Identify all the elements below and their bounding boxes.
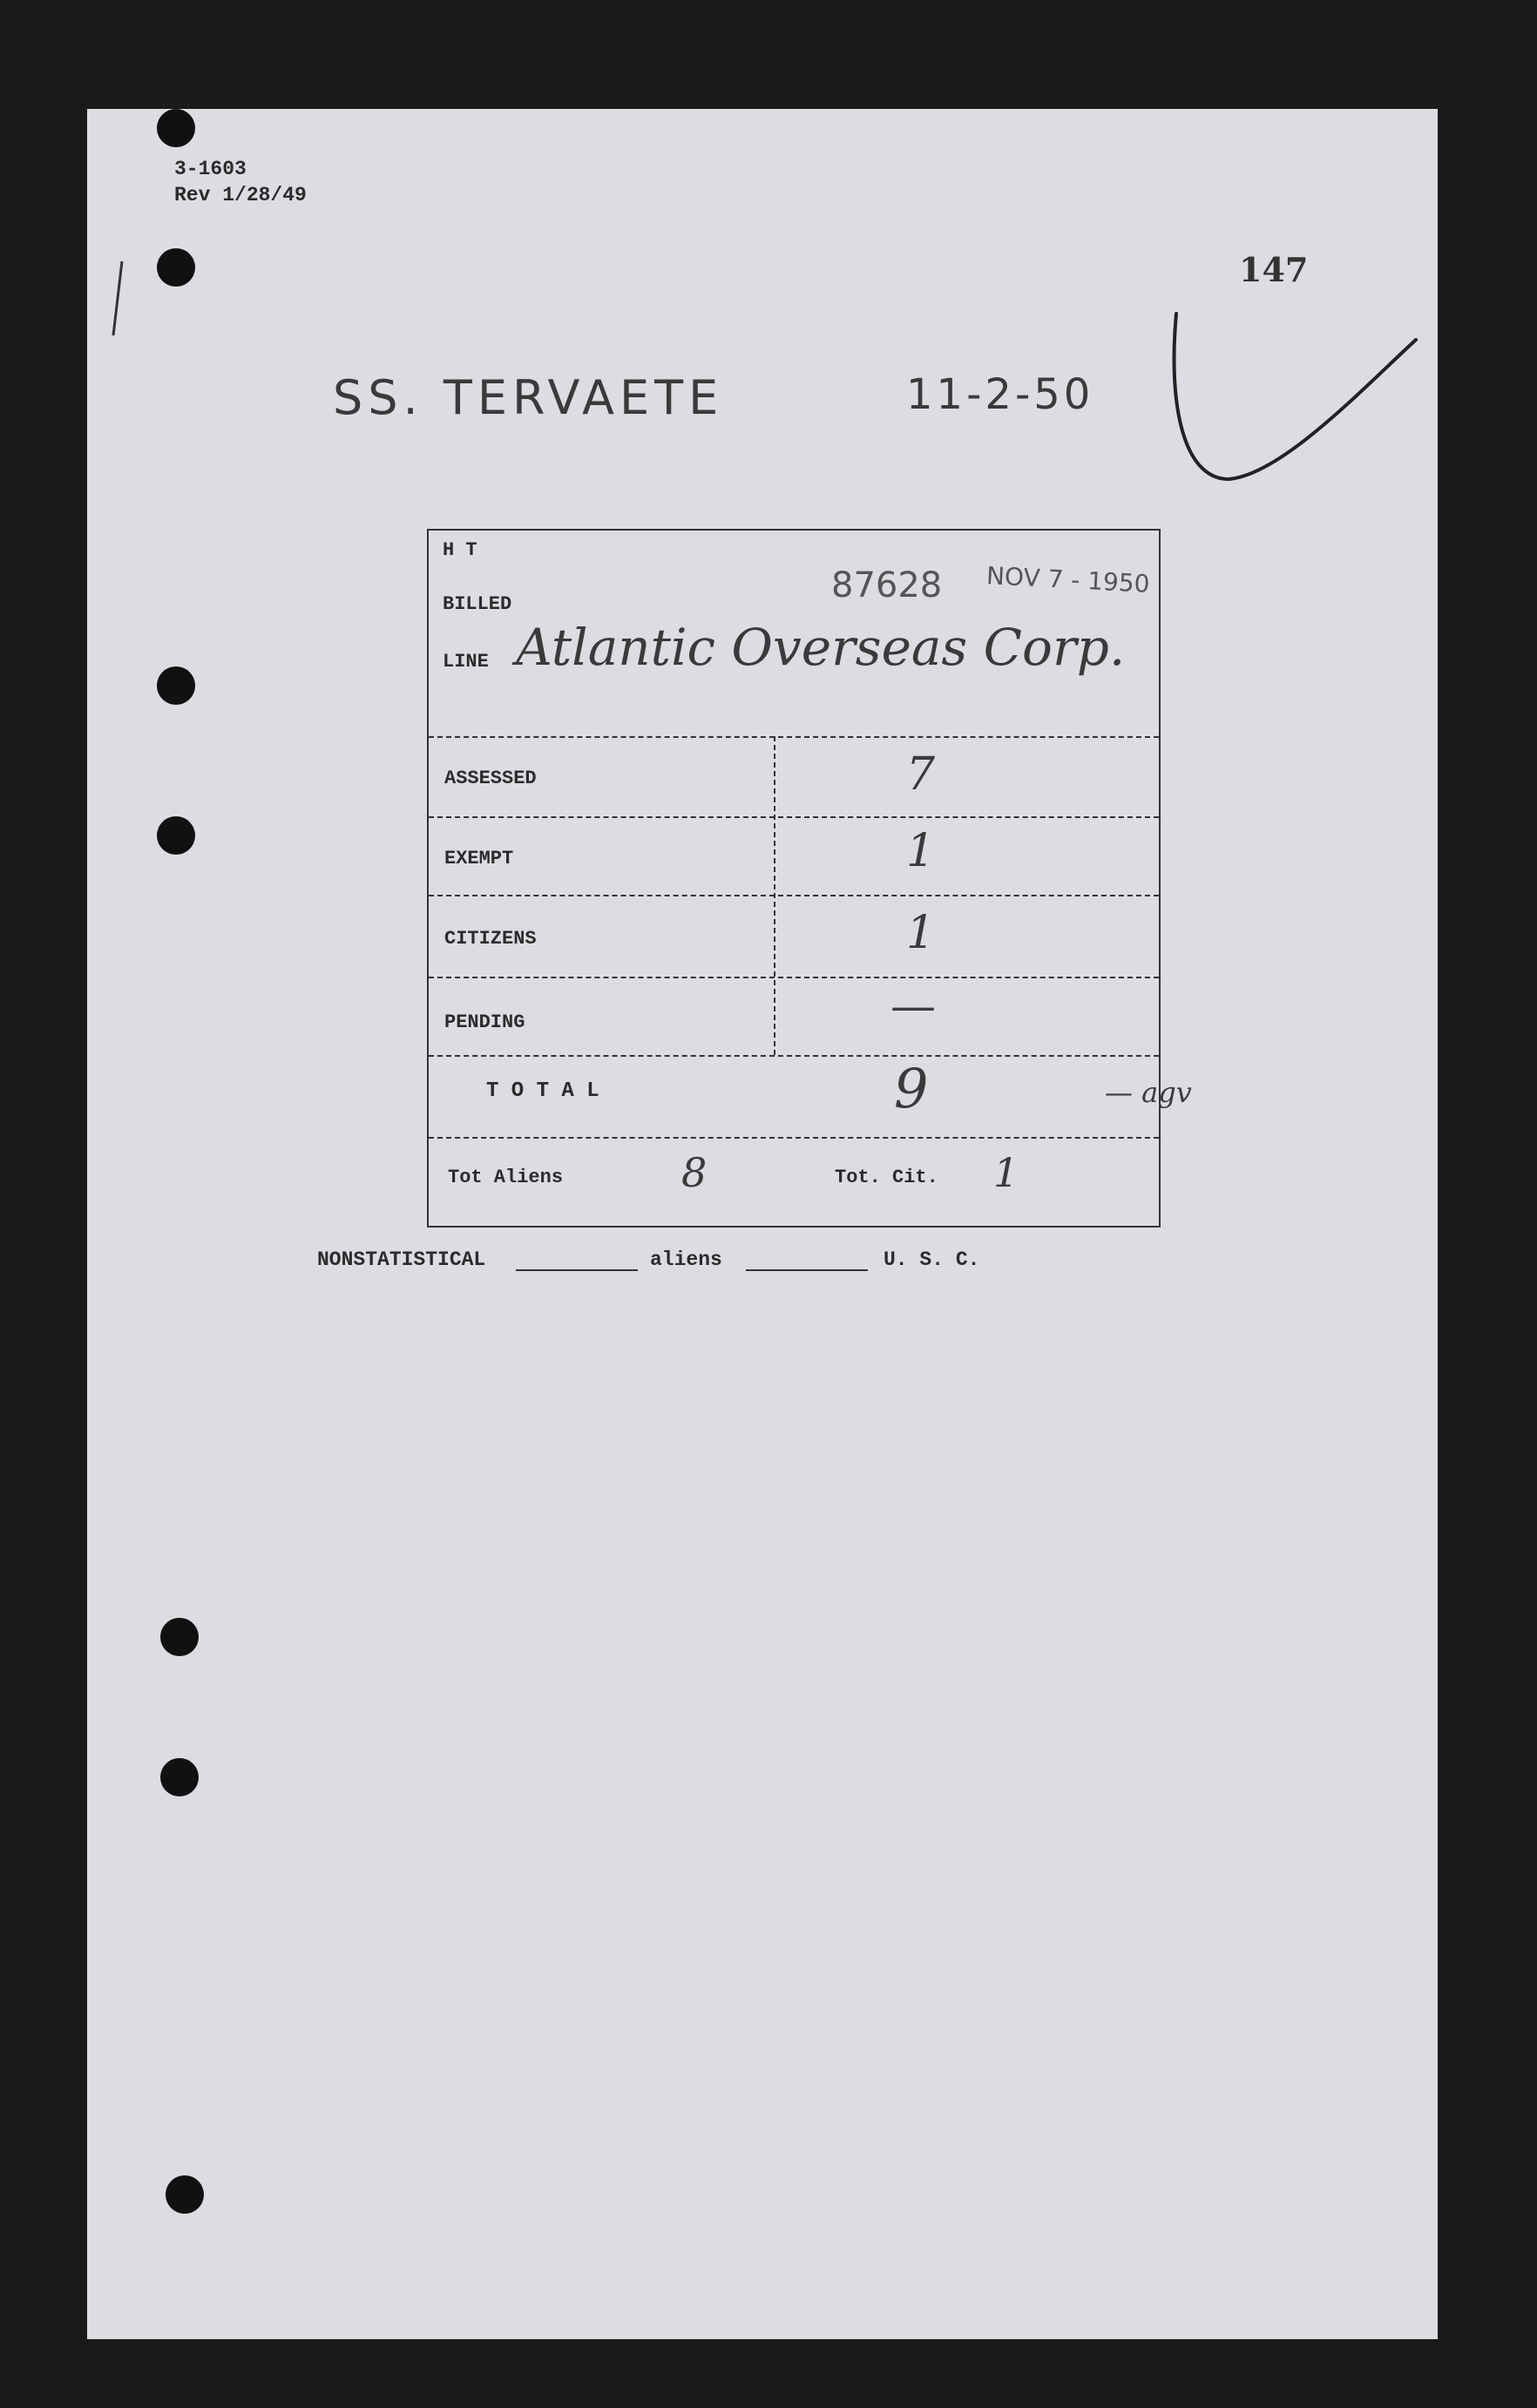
nonstatistical-label: NONSTATISTICAL: [317, 1248, 486, 1271]
punch-hole: [157, 666, 195, 705]
exempt-label: EXEMPT: [444, 848, 514, 869]
document-page: [87, 109, 1438, 2339]
form-box: [427, 529, 1161, 1228]
pending-value: —: [890, 980, 936, 1032]
divider: [429, 977, 1159, 978]
aliens-blank: [746, 1269, 868, 1271]
punch-hole: [157, 816, 195, 855]
tot-cit-value: 1: [993, 1149, 1019, 1196]
citizens-value: 1: [906, 907, 936, 959]
punch-hole: [157, 109, 195, 147]
pending-label: PENDING: [444, 1011, 525, 1033]
page-number: 147: [1239, 250, 1309, 289]
assessed-value: 7: [906, 748, 936, 801]
punch-hole: [166, 2175, 204, 2214]
divider: [429, 895, 1159, 896]
divider: [429, 1137, 1159, 1139]
billed-label: BILLED: [443, 593, 512, 615]
total-value: 9: [894, 1057, 929, 1120]
billed-number: 87628: [831, 565, 943, 605]
usc-label: U. S. C.: [884, 1248, 980, 1271]
date-stamp: NOV 7 - 1950: [985, 561, 1151, 599]
tot-aliens-label: Tot Aliens: [448, 1167, 564, 1188]
line-label: LINE: [443, 651, 489, 673]
side-note: — agv: [1105, 1076, 1192, 1109]
divider: [429, 1055, 1159, 1057]
aliens-label: aliens: [650, 1248, 722, 1271]
vessel-name: SS. TERVAETE: [333, 370, 724, 425]
margin-mark-icon: [105, 257, 131, 344]
line-value: Atlantic Overseas Corp.: [516, 618, 1126, 677]
punch-hole: [157, 248, 195, 287]
divider: [429, 816, 1159, 818]
total-label: T O T A L: [486, 1079, 599, 1103]
ht-label: H T: [443, 539, 477, 561]
form-number: 3-1603: [174, 158, 247, 180]
nonstatistical-blank: [516, 1269, 638, 1271]
assessed-label: ASSESSED: [444, 768, 537, 789]
punch-hole: [160, 1758, 199, 1796]
form-revision: Rev 1/28/49: [174, 184, 307, 206]
exempt-value: 1: [906, 825, 936, 877]
check-mark-icon: [1168, 305, 1429, 584]
tot-cit-label: Tot. Cit.: [835, 1167, 938, 1188]
divider: [429, 736, 1159, 738]
punch-hole: [160, 1618, 199, 1656]
column-divider: [774, 736, 775, 1055]
tot-aliens-value: 8: [681, 1149, 708, 1196]
arrival-date: 11-2-50: [906, 370, 1094, 419]
citizens-label: CITIZENS: [444, 928, 537, 950]
